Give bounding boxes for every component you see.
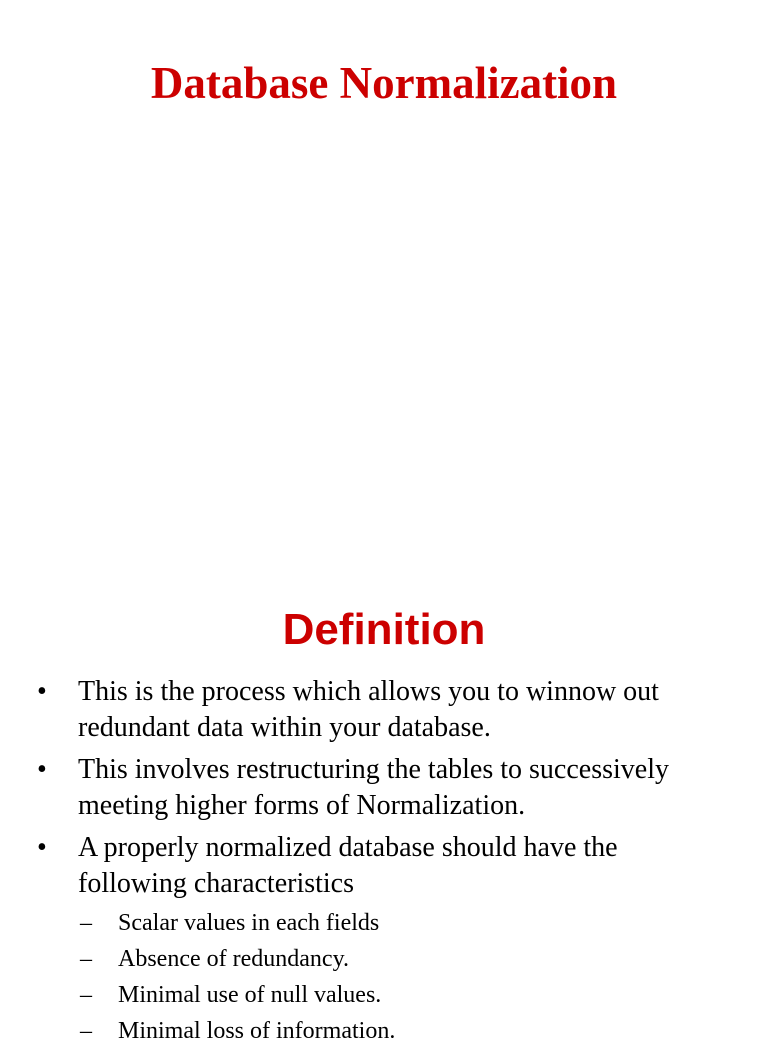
definition-bullet-list [0,674,768,1052]
bullet-marker: • [37,754,47,785]
sub-item-text: Minimal loss of information. [118,1018,396,1044]
sub-item [0,980,768,1010]
sub-item-text: Minimal use of null values. [118,982,382,1008]
sub-item [0,1016,768,1046]
sub-marker: – [80,982,92,1008]
bullet-item [0,752,768,824]
sub-marker: – [80,1018,92,1044]
sub-item-text: Scalar values in each fields [118,910,380,936]
bullet-text: A properly normalized database should have the following characteristics [78,832,618,899]
sub-item [0,944,768,974]
sub-item [0,908,768,938]
section-title-definition: Definition [282,605,486,654]
characteristics-sub-list [0,908,768,1046]
bullet-marker: • [37,676,47,707]
bullet-text: This involves restructuring the tables to successively meeting higher forms of Normalization. [78,754,669,821]
bullet-item [0,830,768,902]
page-title: Database Normalization [150,58,618,108]
sub-item-text: Absence of redundancy. [118,946,350,972]
sub-marker: – [80,946,92,972]
bullet-item [0,674,768,746]
bullet-text: This is the process which allows you to winnow out redundant data within your database. [78,676,659,743]
bullet-marker: • [37,832,47,863]
sub-marker: – [80,910,92,936]
sub-list-container [0,908,768,1046]
